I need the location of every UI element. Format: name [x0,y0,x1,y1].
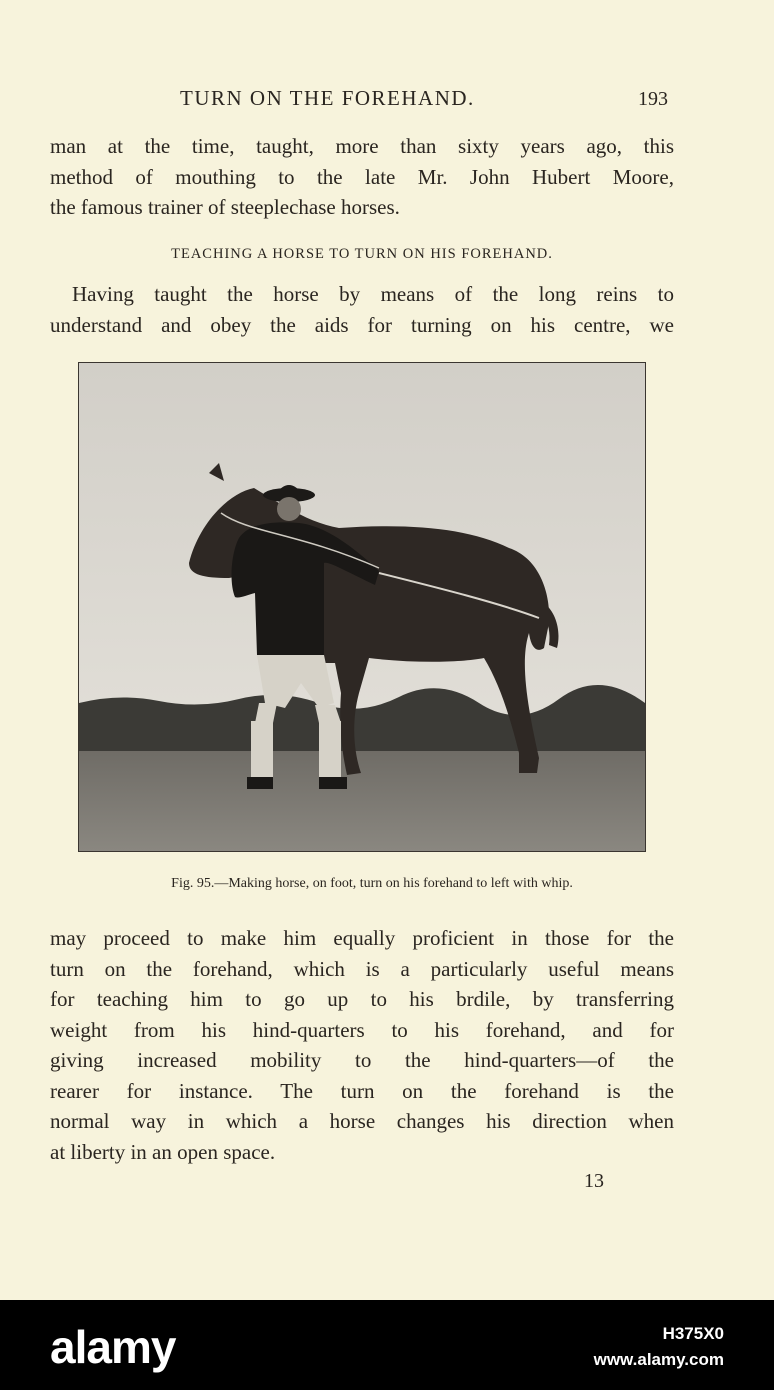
text-line: normal way in which a horse changes his direction when [50,1109,674,1133]
section-subheading: TEACHING A HORSE TO TURN ON HIS FOREHAND. [171,246,553,262]
horse-photo-illustration [79,363,645,851]
image-id: H375X0 [662,1324,724,1343]
paragraph-3 [50,923,674,1167]
paragraph-1 [50,131,674,223]
text-line: for teaching him to go up to his brdile, by transferring [50,987,674,1011]
page-number: 193 [638,88,668,110]
text-line: turn on the forehand, which is a particularly useful means [50,956,674,981]
text-line: giving increased mobility to the hind-quarters—of the [50,1048,674,1072]
text-line: the famous trainer of steeplechase horses. [50,195,400,219]
brand-logo: alamy [50,1321,176,1373]
text-line: understand and obey the aids for turning on his centre, we [50,312,674,337]
site-url: www.alamy.com [593,1350,724,1369]
text-line: at liberty in an open space. [50,1139,276,1164]
paragraph-2 [50,279,674,340]
figure-photograph [78,362,646,852]
text-line: weight from his hind-quarters to his forehand, and for [50,1017,674,1042]
text-line: man at the time, taught, more than sixty years ago, this [50,134,674,158]
grass-field [79,751,645,851]
text-line: method of mouthing to the late Mr. John Hubert Moore, [50,164,674,189]
text-line: rearer for instance. The turn on the forehand is the [50,1078,674,1103]
text-line: may proceed to make him equally proficient in those for the [50,926,674,950]
figure-caption: Fig. 95.—Making horse, on foot, turn on his forehand to left with whip. [171,876,573,891]
stock-footer-bar [0,1300,774,1390]
text-line: Having taught the horse by means of the long reins to [72,282,674,306]
running-title: TURN ON THE FOREHAND. [180,86,475,110]
signature-mark: 13 [584,1170,604,1192]
